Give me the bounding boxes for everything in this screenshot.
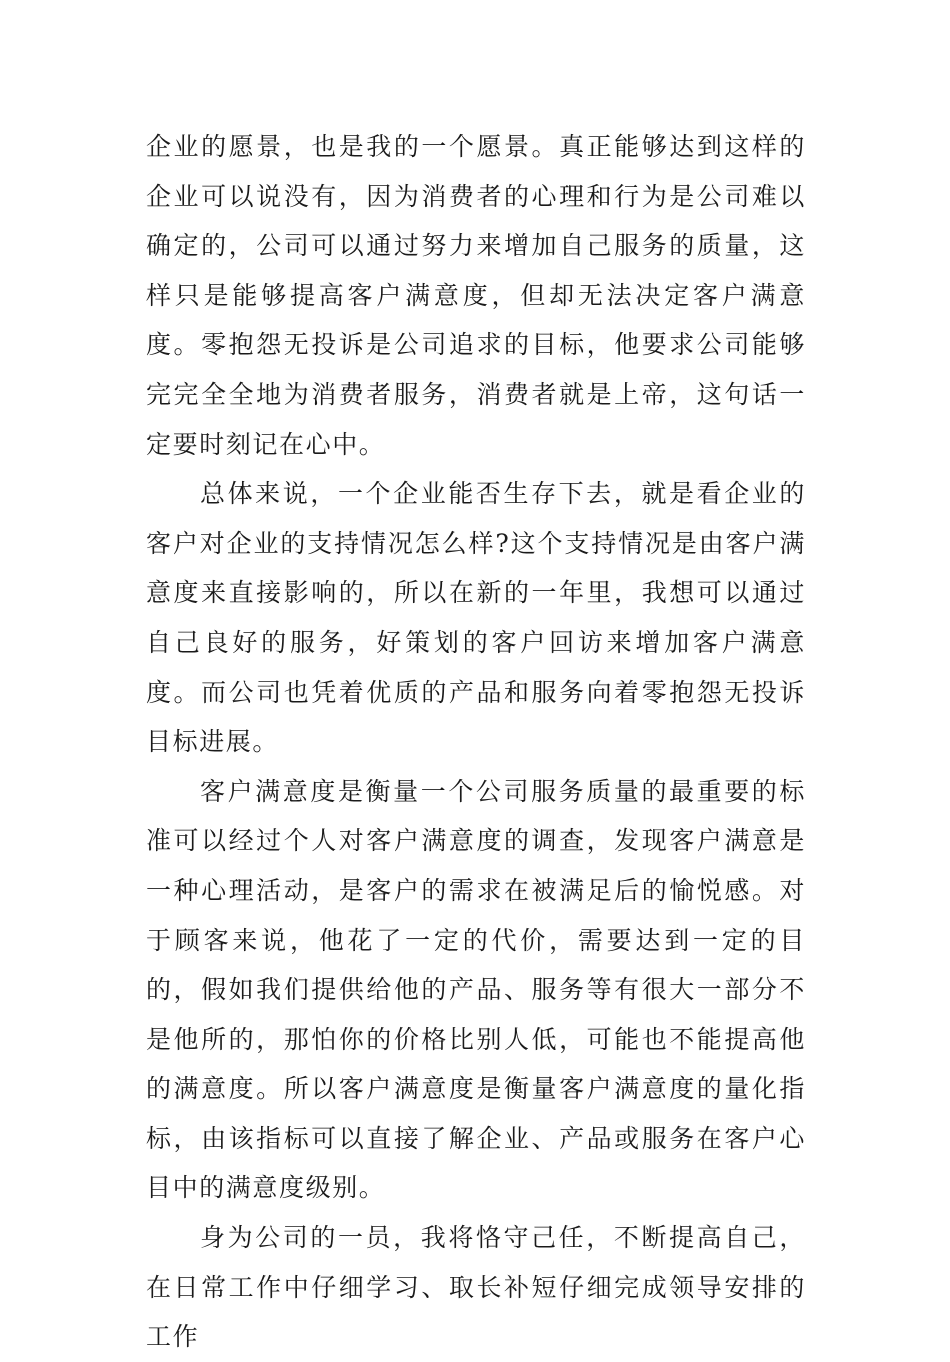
paragraph-2: 总体来说，一个企业能否生存下去，就是看企业的客户对企业的支持情况怎么样?这个支持情况是由客户满意度来直接影响的，所以在新的一年里，我想可以通过自己良好的服务，好策划的客户回访来增加客户满意度。而公司也凭着优质的产品和服务向着零抱怨无投诉目标进展。 <box>146 479 806 757</box>
paragraph-4: 身为公司的一员，我将恪守己任，不断提高自己，在日常工作中仔细学习、取长补短仔细完成领导安排的工作 <box>146 1223 806 1352</box>
paragraph-1: 企业的愿景，也是我的一个愿景。真正能够达到这样的企业可以说没有，因为消费者的心理和行为是公司难以确定的，公司可以通过努力来增加自己服务的质量，这样只是能够提高客户满意度，但却无法决定客户满意度。零抱怨无投诉是公司追求的目标，他要求公司能够完完全全地为消费者服务，消费者就是上帝，这句话一定要时刻记在心中。 <box>146 132 806 459</box>
document-page <box>146 122 806 1362</box>
paragraph-3: 客户满意度是衡量一个公司服务质量的最重要的标准可以经过个人对客户满意度的调查，发现客户满意是一种心理活动，是客户的需求在被满足后的愉悦感。对于顾客来说，他花了一定的代价，需要达到一定的目的，假如我们提供给他的产品、服务等有很大一部分不是他所的，那怕你的价格比别人低，可能也不能提高他的满意度。所以客户满意度是衡量客户满意度的量化指标，由该指标可以直接了解企业、产品或服务在客户心目中的满意度级别。 <box>146 776 806 1203</box>
